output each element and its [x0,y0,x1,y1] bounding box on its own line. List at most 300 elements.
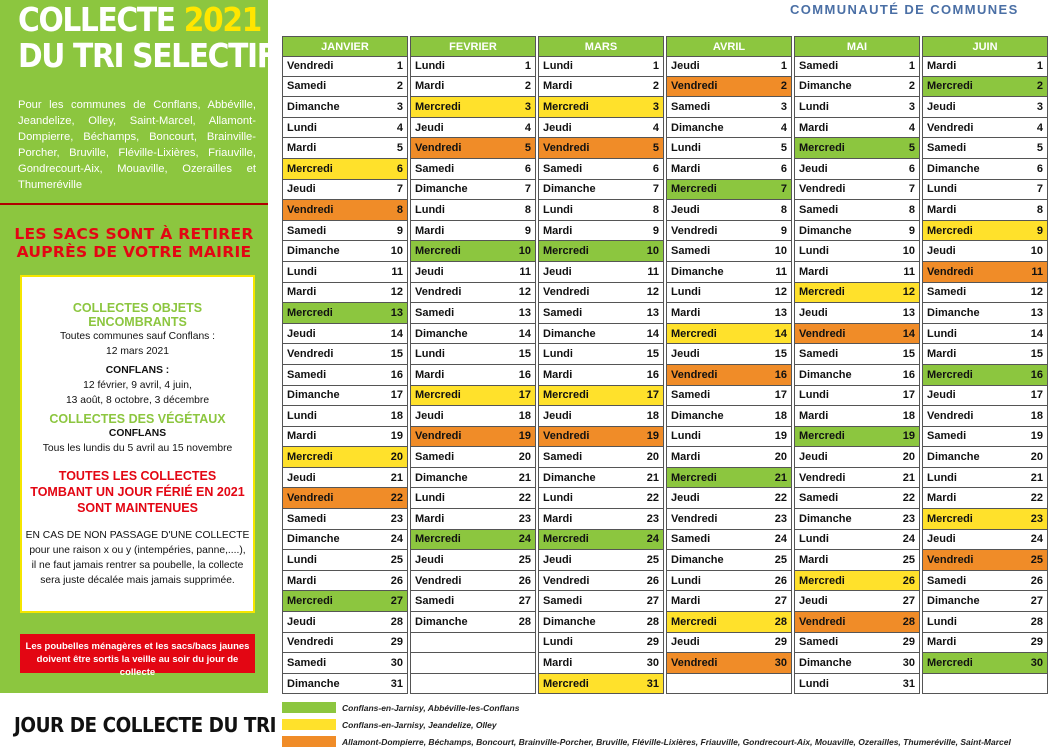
day-row [538,509,664,530]
weekday-label: Mardi [927,348,957,361]
day-row [282,406,408,427]
day-row [282,365,408,386]
day-row [282,344,408,365]
weekday-label: Mardi [671,451,701,464]
day-row [538,653,664,674]
day-row [538,427,664,448]
weekday-label: Vendredi [543,574,590,587]
day-number: 22 [1030,492,1043,505]
day-row [282,221,408,242]
weekday-label: Lundi [927,471,957,484]
weekday-label: Mercredi [287,595,333,608]
weekday-label: Dimanche [543,471,596,484]
day-number: 4 [524,121,531,134]
day-row [410,180,536,201]
weekday-label: Jeudi [543,409,572,422]
day-number: 30 [774,657,787,670]
weekday-label: Samedi [927,142,967,155]
legend-entry [282,699,1011,716]
weekday-label: Dimanche [799,80,852,93]
day-row [794,180,920,201]
month-avril [666,36,792,694]
weekday-label: Dimanche [287,533,340,546]
weekday-label: Lundi [543,203,573,216]
day-row [282,262,408,283]
weekday-label: Mercredi [799,286,845,299]
day-number: 1 [652,60,659,73]
day-row [922,159,1048,180]
day-number: 2 [524,80,531,93]
weekday-label: Jeudi [799,595,828,608]
weekday-label: Lundi [671,574,701,587]
day-row [666,56,792,77]
weekday-label: Samedi [799,348,839,361]
weekday-label: Samedi [543,306,583,319]
day-number: 4 [908,121,915,134]
day-number: 9 [780,224,787,237]
day-number: 10 [390,245,403,258]
day-number: 14 [646,327,659,340]
day-row [410,468,536,489]
day-row [922,633,1048,654]
weekday-label: Mardi [799,121,829,134]
weekday-label: Mercredi [799,142,845,155]
weekday-label: Vendredi [287,492,334,505]
weekday-label: Mercredi [287,451,333,464]
conflans-dates1: 12 février, 9 avril, 4 juin, [83,380,192,391]
day-number: 8 [524,203,531,216]
legend-label: Conflans-en-Jarnisy, Jeandelize, Olley [342,719,497,730]
day-row [410,303,536,324]
day-number: 19 [518,430,531,443]
weekday-label: Jeudi [927,100,956,113]
day-number: 25 [902,554,915,567]
weekday-label: Mardi [415,512,445,525]
day-row [794,241,920,262]
day-row [794,591,920,612]
day-row [538,262,664,283]
day-row [794,633,920,654]
weekday-label: Mardi [415,224,445,237]
day-number: 23 [774,512,787,525]
day-number: 22 [902,492,915,505]
day-row [666,530,792,551]
day-row [666,488,792,509]
day-number: 7 [524,183,531,196]
legend-label: Allamont-Dompierre, Béchamps, Boncourt, Brainville-Porcher, Bruville, Fléville-Lixières, Friauville, Gondrecourt-Aix, Mouaville, Ozerailles, Thumeréville, Saint-Marcel [342,736,1011,747]
day-number: 1 [1036,60,1043,73]
weekday-label: Vendredi [415,142,462,155]
day-row [410,406,536,427]
day-number: 6 [652,162,659,175]
day-number: 11 [903,265,915,278]
weekday-label: Dimanche [799,512,852,525]
day-row [794,653,920,674]
day-number: 4 [1036,121,1043,134]
day-number: 18 [774,409,787,422]
intro-text: Pour les communes de Conflans, Abbéville, Jeandelize, Olley, Saint-Marcel, Allamont-Dompierre, Béchamps, Boncourt, Brainville-Porcher, Bruville, Fléville-Lixières, Friauville, Gondrecourt-Aix, Mouaville, Ozerailles et Thumeréville [18,99,256,191]
weekday-label: Mardi [415,368,445,381]
weekday-label: Mardi [927,636,957,649]
day-number: 7 [652,183,659,196]
weekday-label: Jeudi [927,389,956,402]
day-number: 15 [1030,348,1043,361]
day-row [410,344,536,365]
day-number: 14 [902,327,915,340]
weekday-label: Mardi [671,306,701,319]
day-row [538,447,664,468]
weekday-label: Lundi [927,615,957,628]
day-number: 19 [390,430,403,443]
day-number: 19 [1030,430,1043,443]
day-row [538,56,664,77]
day-number: 25 [518,554,531,567]
day-row [538,283,664,304]
weekday-label: Lundi [543,636,573,649]
day-number: 31 [390,677,403,690]
weekday-label: Jeudi [543,265,572,278]
weekday-label: Dimanche [415,471,468,484]
day-number: 29 [1030,636,1043,649]
day-number: 21 [518,471,531,484]
day-number: 8 [1036,203,1043,216]
day-number: 5 [524,142,531,155]
weekday-label: Lundi [671,142,701,155]
day-row [282,612,408,633]
day-number: 3 [780,100,787,113]
day-row [410,488,536,509]
day-row [922,386,1048,407]
day-row [282,303,408,324]
day-row [794,468,920,489]
non-passage-line3: il ne faut jamais rentrer sa poubelle, la collecte [31,560,244,571]
weekday-label: Lundi [799,245,829,258]
month-mars [538,36,664,694]
weekday-label: Mardi [543,224,573,237]
day-row [538,468,664,489]
weekday-label: Samedi [415,595,455,608]
day-number: 12 [774,286,787,299]
day-number: 18 [518,409,531,422]
weekday-label: Mercredi [543,677,589,690]
day-row [282,550,408,571]
day-number: 27 [390,595,403,608]
day-row [666,344,792,365]
weekday-label: Samedi [927,430,967,443]
day-number: 21 [646,471,659,484]
day-number: 7 [780,183,787,196]
weekday-label: Mardi [927,60,957,73]
weekday-label: Dimanche [799,368,852,381]
conflans-dates2: 13 août, 8 octobre, 3 décembre [65,395,210,406]
day-number: 7 [396,183,403,196]
day-number: 5 [396,142,403,155]
day-row [794,530,920,551]
day-number: 11 [775,265,787,278]
weekday-label: Mardi [543,512,573,525]
day-row [538,303,664,324]
day-row [538,530,664,551]
weekday-label: Jeudi [671,636,700,649]
day-row [666,386,792,407]
weekday-label: Jeudi [287,471,316,484]
day-row [282,283,408,304]
month-header: JUIN [922,36,1048,56]
day-row [410,262,536,283]
day-row [666,221,792,242]
day-row [282,488,408,509]
day-number: 14 [1030,327,1043,340]
weekday-label: Dimanche [287,389,340,402]
day-row [922,406,1048,427]
conflans-label: CONFLANS : [105,365,170,376]
day-number: 27 [646,595,659,608]
day-number: 19 [774,430,787,443]
day-row [410,221,536,242]
day-row [794,344,920,365]
vegetaux-title: COLLECTES DES VÉGÉTAUX [49,412,226,426]
day-row [666,138,792,159]
day-number: 1 [524,60,531,73]
month-janvier [282,36,408,694]
weekday-label: Mercredi [927,80,973,93]
day-row [666,571,792,592]
day-row [922,427,1048,448]
day-number: 11 [647,265,659,278]
weekday-label: Mercredi [671,183,717,196]
sacs-title: LES SACS SONT À RETIRER AUPRÈS DE VOTRE MAIRIE [14,225,254,261]
day-number: 22 [390,492,403,505]
day-row [922,509,1048,530]
day-number: 20 [518,451,531,464]
weekday-label: Samedi [671,389,711,402]
day-number: 6 [524,162,531,175]
day-row [538,550,664,571]
day-number: 25 [1030,554,1043,567]
day-number: 25 [774,554,787,567]
day-row [922,303,1048,324]
weekday-label: Mercredi [671,615,717,628]
weekday-label: Lundi [927,183,957,196]
day-row [538,159,664,180]
day-number: 15 [646,348,659,361]
day-number: 29 [646,636,659,649]
day-number: 26 [646,574,659,587]
weekday-label: Mercredi [415,245,461,258]
weekday-label: Dimanche [927,595,980,608]
weekday-label: Vendredi [671,224,718,237]
weekday-label: Vendredi [927,409,974,422]
red-notice: Les poubelles ménagères et les sacs/bacs jaunes doivent être sortis la veille au soir du jour de collecte [20,634,255,673]
weekday-label: Jeudi [543,121,572,134]
day-row [922,468,1048,489]
weekday-label: Mardi [287,142,317,155]
day-row [538,591,664,612]
day-number: 10 [774,245,787,258]
day-row [794,118,920,139]
day-number: 23 [518,512,531,525]
weekday-label: Vendredi [415,574,462,587]
weekday-label: Lundi [543,492,573,505]
day-number: 9 [396,224,403,237]
day-row [282,633,408,654]
day-row [794,159,920,180]
weekday-label: Mardi [671,162,701,175]
weekday-label: Vendredi [287,636,334,649]
weekday-label: Lundi [287,121,317,134]
day-number: 4 [780,121,787,134]
day-row [410,591,536,612]
weekday-label: Samedi [799,636,839,649]
weekday-label: Samedi [287,80,327,93]
weekday-label: Vendredi [927,121,974,134]
bottom-title: JOUR DE COLLECTE DU TRI [14,713,277,737]
day-row [794,262,920,283]
day-number: 19 [646,430,659,443]
empty-row [410,653,536,674]
day-number: 24 [518,533,531,546]
day-number: 2 [652,80,659,93]
day-number: 16 [390,368,403,381]
day-number: 26 [1030,574,1043,587]
day-row [666,241,792,262]
weekday-label: Samedi [671,533,711,546]
day-number: 29 [390,636,403,649]
day-number: 27 [518,595,531,608]
legend-swatch [282,719,336,730]
day-number: 24 [1030,533,1043,546]
vegetaux-dates: Tous les lundis du 5 avril au 15 novembre [42,443,233,454]
day-number: 25 [646,554,659,567]
empty-row [922,674,1048,695]
day-number: 17 [518,389,531,402]
legend-swatch [282,736,336,747]
day-row [922,118,1048,139]
weekday-label: Dimanche [671,265,724,278]
day-number: 5 [908,142,915,155]
day-number: 3 [652,100,659,113]
info-box [20,275,255,613]
day-row [538,571,664,592]
day-number: 28 [774,615,787,628]
day-number: 8 [908,203,915,216]
weekday-label: Mardi [671,595,701,608]
day-number: 21 [390,471,403,484]
day-row [282,324,408,345]
day-row [922,571,1048,592]
legend-swatch [282,702,336,713]
weekday-label: Vendredi [927,554,974,567]
weekday-label: Dimanche [927,306,980,319]
weekday-label: Dimanche [543,183,596,196]
day-number: 16 [1030,368,1043,381]
weekday-label: Vendredi [671,368,718,381]
weekday-label: Dimanche [415,183,468,196]
day-number: 20 [390,451,403,464]
weekday-label: Dimanche [543,327,596,340]
day-number: 3 [524,100,531,113]
day-number: 12 [1030,286,1043,299]
page-title-line2: DU TRI SELECTIF [18,36,276,75]
weekday-label: Vendredi [799,471,846,484]
non-passage-line4: sera juste décalée mais jamais supprimée. [40,575,235,586]
day-number: 17 [902,389,915,402]
month-header: JANVIER [282,36,408,56]
month-header: MARS [538,36,664,56]
day-row [794,365,920,386]
day-number: 2 [780,80,787,93]
weekday-label: Samedi [671,100,711,113]
weekday-label: Samedi [415,451,455,464]
day-row [282,530,408,551]
weekday-label: Mercredi [543,533,589,546]
weekday-label: Mardi [287,574,317,587]
weekday-label: Vendredi [543,142,590,155]
day-row [794,550,920,571]
day-row [282,159,408,180]
day-row [410,530,536,551]
day-number: 21 [1030,471,1043,484]
day-number: 16 [518,368,531,381]
day-row [410,241,536,262]
weekday-label: Mercredi [415,533,461,546]
day-row [410,447,536,468]
day-number: 5 [1036,142,1043,155]
weekday-label: Samedi [287,368,327,381]
day-row [922,262,1048,283]
day-row [538,386,664,407]
weekday-label: Dimanche [415,615,468,628]
day-row [666,591,792,612]
weekday-label: Mardi [799,409,829,422]
weekday-label: Lundi [415,60,445,73]
weekday-label: Mercredi [799,574,845,587]
day-number: 5 [780,142,787,155]
day-row [922,77,1048,98]
day-row [922,200,1048,221]
day-number: 16 [902,368,915,381]
day-number: 24 [774,533,787,546]
day-number: 13 [1030,306,1043,319]
day-row [538,200,664,221]
day-row [282,180,408,201]
weekday-label: Samedi [415,162,455,175]
weekday-label: Samedi [927,574,967,587]
weekday-label: Lundi [543,348,573,361]
day-row [794,447,920,468]
day-number: 13 [902,306,915,319]
day-row [666,406,792,427]
weekday-label: Jeudi [927,245,956,258]
weekday-label: Dimanche [799,657,852,670]
day-number: 30 [646,657,659,670]
weekday-label: Jeudi [415,409,444,422]
day-number: 1 [396,60,403,73]
weekday-label: Dimanche [287,677,340,690]
day-row [538,77,664,98]
day-row [666,633,792,654]
weekday-label: Mardi [287,286,317,299]
legend-entry [282,716,1011,733]
weekday-label: Mercredi [543,389,589,402]
day-row [538,406,664,427]
day-row [666,427,792,448]
day-row [410,97,536,118]
day-row [410,386,536,407]
day-number: 11 [391,265,403,278]
day-number: 1 [780,60,787,73]
day-row [282,200,408,221]
